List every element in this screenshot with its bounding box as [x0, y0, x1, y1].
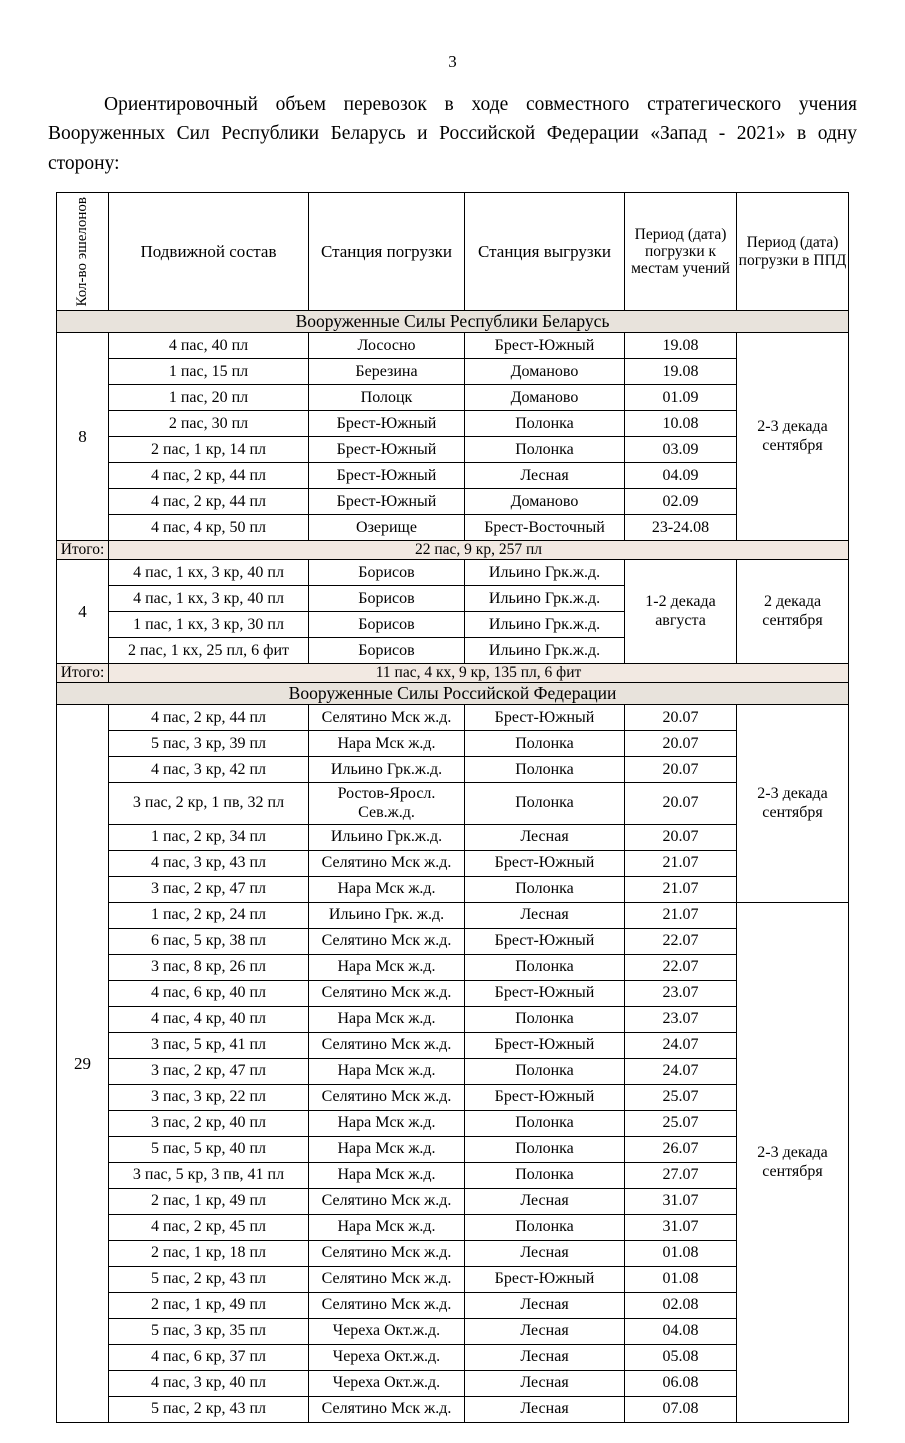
total-value: 11 пас, 4 кх, 9 кр, 135 пл, 6 фит: [109, 664, 849, 683]
loading-station: Нара Мск ж.д.: [309, 1137, 465, 1163]
rolling-stock: 2 пас, 1 кр, 18 пл: [109, 1241, 309, 1267]
loading-date: 21.07: [625, 877, 737, 903]
loading-date: 31.07: [625, 1189, 737, 1215]
rolling-stock: 1 пас, 2 кр, 24 пл: [109, 903, 309, 929]
loading-date: 27.07: [625, 1163, 737, 1189]
loading-date: 05.08: [625, 1345, 737, 1371]
loading-date: 20.07: [625, 705, 737, 731]
loading-date: 25.07: [625, 1085, 737, 1111]
rolling-stock: 2 пас, 1 кр, 49 пл: [109, 1189, 309, 1215]
unloading-station: Полонка: [465, 1007, 625, 1033]
unloading-station: Полонка: [465, 1059, 625, 1085]
table-row: [57, 489, 849, 515]
rolling-stock: 1 пас, 1 кх, 3 кр, 30 пл: [109, 612, 309, 638]
unloading-station: Полонка: [465, 757, 625, 783]
unloading-station: Брест-Южный: [465, 929, 625, 955]
loading-date: 01.08: [625, 1267, 737, 1293]
loading-date: 31.07: [625, 1215, 737, 1241]
unloading-station: Полонка: [465, 955, 625, 981]
unloading-station: Доманово: [465, 489, 625, 515]
page-number: 3: [448, 52, 457, 71]
loading-station: Селятино Мск ж.д.: [309, 1241, 465, 1267]
unloading-station: Брест-Южный: [465, 1085, 625, 1111]
table-row: [57, 1319, 849, 1345]
header-period-exercise: Период (дата) погрузки к местам учений: [625, 192, 737, 311]
rolling-stock: 6 пас, 5 кр, 38 пл: [109, 929, 309, 955]
loading-date: 22.07: [625, 955, 737, 981]
table-row: [57, 560, 849, 586]
loading-station: Борисов: [309, 560, 465, 586]
loading-date: 20.07: [625, 783, 737, 825]
unloading-station: Брест-Южный: [465, 1267, 625, 1293]
loading-date: 10.08: [625, 411, 737, 437]
table-row: [57, 1111, 849, 1137]
unloading-station: Ильино Грк.ж.д.: [465, 612, 625, 638]
rolling-stock: 2 пас, 1 кр, 49 пл: [109, 1293, 309, 1319]
loading-station: Череха Окт.ж.д.: [309, 1319, 465, 1345]
intro-paragraph: Ориентировочный объем перевозок в ходе совместного стратегического учения Вооруженных Сил Республики Беларусь и Российской Федерации «Запад - 2021» в одну сторону:: [48, 94, 857, 174]
echelon-count: 8: [57, 333, 109, 541]
rolling-stock: 3 пас, 3 кр, 22 пл: [109, 1085, 309, 1111]
rolling-stock: 4 пас, 40 пл: [109, 333, 309, 359]
loading-station: Лососно: [309, 333, 465, 359]
loading-station: Ростов-Яросл. Сев.ж.д.: [309, 783, 465, 825]
loading-station: Селятино Мск ж.д.: [309, 705, 465, 731]
table-row: [57, 1137, 849, 1163]
unloading-station: Лесная: [465, 1189, 625, 1215]
unloading-station: Доманово: [465, 359, 625, 385]
loading-station: Нара Мск ж.д.: [309, 1007, 465, 1033]
total-value: 22 пас, 9 кр, 257 пл: [109, 541, 849, 560]
loading-station: Нара Мск ж.д.: [309, 1059, 465, 1085]
loading-date: 24.07: [625, 1033, 737, 1059]
table-row: [57, 463, 849, 489]
rolling-stock: 4 пас, 3 кр, 40 пл: [109, 1371, 309, 1397]
unloading-station: Лесная: [465, 1319, 625, 1345]
unloading-station: Полонка: [465, 877, 625, 903]
table-row: [57, 825, 849, 851]
loading-station: Нара Мск ж.д.: [309, 955, 465, 981]
rolling-stock: 1 пас, 2 кр, 34 пл: [109, 825, 309, 851]
rolling-stock: 4 пас, 1 кх, 3 кр, 40 пл: [109, 560, 309, 586]
table-header-row: [57, 192, 849, 311]
loading-station: Селятино Мск ж.д.: [309, 1085, 465, 1111]
header-unloading-station: Станция выгрузки: [465, 192, 625, 311]
loading-date: 06.08: [625, 1371, 737, 1397]
loading-station: Селятино Мск ж.д.: [309, 981, 465, 1007]
loading-date: 23-24.08: [625, 515, 737, 541]
loading-station: Борисов: [309, 612, 465, 638]
period-exercise: 1-2 декада августа: [625, 560, 737, 664]
table-row: [57, 333, 849, 359]
unloading-station: Полонка: [465, 411, 625, 437]
table-header: [57, 192, 849, 311]
loading-date: 01.09: [625, 385, 737, 411]
rolling-stock: 4 пас, 2 кр, 44 пл: [109, 463, 309, 489]
total-row: [57, 541, 849, 560]
table-row: [57, 411, 849, 437]
transport-volume-table: [56, 192, 849, 1423]
unloading-station: Полонка: [465, 1137, 625, 1163]
loading-station: Селятино Мск ж.д.: [309, 1267, 465, 1293]
rolling-stock: 2 пас, 1 кх, 25 пл, 6 фит: [109, 638, 309, 664]
rolling-stock: 3 пас, 5 кр, 41 пл: [109, 1033, 309, 1059]
loading-station: Ильино Грк.ж.д.: [309, 757, 465, 783]
rolling-stock: 1 пас, 15 пл: [109, 359, 309, 385]
rolling-stock: 5 пас, 3 кр, 39 пл: [109, 731, 309, 757]
rolling-stock: 3 пас, 2 кр, 47 пл: [109, 1059, 309, 1085]
rolling-stock: 4 пас, 6 кр, 37 пл: [109, 1345, 309, 1371]
rolling-stock: 4 пас, 3 кр, 43 пл: [109, 851, 309, 877]
loading-station: Селятино Мск ж.д.: [309, 1293, 465, 1319]
loading-date: 21.07: [625, 851, 737, 877]
rolling-stock: 4 пас, 2 кр, 44 пл: [109, 489, 309, 515]
unloading-station: Лесная: [465, 903, 625, 929]
section-header-row: [57, 683, 849, 705]
loading-station: Нара Мск ж.д.: [309, 731, 465, 757]
unloading-station: Брест-Южный: [465, 1033, 625, 1059]
unloading-station: Брест-Южный: [465, 851, 625, 877]
loading-date: 19.08: [625, 333, 737, 359]
loading-date: 23.07: [625, 981, 737, 1007]
echelon-count: 4: [57, 560, 109, 664]
loading-date: 19.08: [625, 359, 737, 385]
loading-date: 04.08: [625, 1319, 737, 1345]
loading-station: Брест-Южный: [309, 463, 465, 489]
section-header-row: [57, 311, 849, 333]
unloading-station: Брест-Южный: [465, 705, 625, 731]
table-row: [57, 1033, 849, 1059]
table-row: [57, 437, 849, 463]
rolling-stock: 3 пас, 2 кр, 1 пв, 32 пл: [109, 783, 309, 825]
loading-date: 21.07: [625, 903, 737, 929]
table-row: [57, 385, 849, 411]
header-echelons-label: Кол-во эшелонов: [74, 196, 91, 307]
table-row: [57, 515, 849, 541]
table-row: [57, 1397, 849, 1423]
period-ppd: 2 декада сентября: [737, 560, 849, 664]
unloading-station: Лесная: [465, 463, 625, 489]
loading-station: Борисов: [309, 586, 465, 612]
period-ppd: 2-3 декада сентября: [737, 333, 849, 541]
unloading-station: Лесная: [465, 1371, 625, 1397]
rolling-stock: 5 пас, 2 кр, 43 пл: [109, 1397, 309, 1423]
loading-date: 02.08: [625, 1293, 737, 1319]
table-row: [57, 1293, 849, 1319]
loading-station: Череха Окт.ж.д.: [309, 1345, 465, 1371]
table-row: [57, 359, 849, 385]
unloading-station: Ильино Грк.ж.д.: [465, 586, 625, 612]
rolling-stock: 3 пас, 8 кр, 26 пл: [109, 955, 309, 981]
loading-station: Ильино Грк. ж.д.: [309, 903, 465, 929]
rolling-stock: 4 пас, 4 кр, 40 пл: [109, 1007, 309, 1033]
rolling-stock: 3 пас, 2 кр, 47 пл: [109, 877, 309, 903]
loading-date: 03.09: [625, 437, 737, 463]
unloading-station: Лесная: [465, 1293, 625, 1319]
unloading-station: Полонка: [465, 1215, 625, 1241]
total-label: Итого:: [57, 541, 109, 560]
rolling-stock: 3 пас, 5 кр, 3 пв, 41 пл: [109, 1163, 309, 1189]
loading-station: Березина: [309, 359, 465, 385]
loading-date: 26.07: [625, 1137, 737, 1163]
rolling-stock: 5 пас, 3 кр, 35 пл: [109, 1319, 309, 1345]
rolling-stock: 3 пас, 2 кр, 40 пл: [109, 1111, 309, 1137]
loading-station: Нара Мск ж.д.: [309, 1111, 465, 1137]
rolling-stock: 2 пас, 1 кр, 14 пл: [109, 437, 309, 463]
rolling-stock: 2 пас, 30 пл: [109, 411, 309, 437]
total-label: Итого:: [57, 664, 109, 683]
table-row: [57, 903, 849, 929]
loading-date: 01.08: [625, 1241, 737, 1267]
header-period-ppd: Период (дата) погрузки в ППД: [737, 192, 849, 311]
period-ppd: 2-3 декада сентября: [737, 705, 849, 903]
echelon-count: 29: [57, 705, 109, 1423]
loading-station: Селятино Мск ж.д.: [309, 1033, 465, 1059]
table-row: [57, 929, 849, 955]
loading-date: 23.07: [625, 1007, 737, 1033]
unloading-station: Полонка: [465, 437, 625, 463]
table-row: [57, 1085, 849, 1111]
loading-date: 20.07: [625, 731, 737, 757]
rolling-stock: 5 пас, 5 кр, 40 пл: [109, 1137, 309, 1163]
unloading-station: Ильино Грк.ж.д.: [465, 638, 625, 664]
table-row: [57, 851, 849, 877]
table-row: [57, 757, 849, 783]
table-row: [57, 1059, 849, 1085]
loading-station: Нара Мск ж.д.: [309, 1215, 465, 1241]
section-title-belarus: Вооруженные Силы Республики Беларусь: [57, 311, 849, 333]
loading-date: 04.09: [625, 463, 737, 489]
loading-date: 22.07: [625, 929, 737, 955]
unloading-station: Полонка: [465, 731, 625, 757]
header-rolling-stock: Подвижной состав: [109, 192, 309, 311]
rolling-stock: 4 пас, 6 кр, 40 пл: [109, 981, 309, 1007]
loading-station: Полоцк: [309, 385, 465, 411]
loading-station: Борисов: [309, 638, 465, 664]
loading-station: Череха Окт.ж.д.: [309, 1371, 465, 1397]
table-row: [57, 955, 849, 981]
rolling-stock: 4 пас, 2 кр, 45 пл: [109, 1215, 309, 1241]
table-row: [57, 1241, 849, 1267]
unloading-station: Лесная: [465, 1397, 625, 1423]
loading-date: 25.07: [625, 1111, 737, 1137]
rolling-stock: 4 пас, 2 кр, 44 пл: [109, 705, 309, 731]
table-row: [57, 1215, 849, 1241]
loading-station: Брест-Южный: [309, 437, 465, 463]
table-row: [57, 731, 849, 757]
total-row: [57, 664, 849, 683]
table-row: [57, 877, 849, 903]
loading-station: Брест-Южный: [309, 411, 465, 437]
unloading-station: Полонка: [465, 1163, 625, 1189]
unloading-station: Лесная: [465, 1241, 625, 1267]
unloading-station: Полонка: [465, 783, 625, 825]
rolling-stock: 1 пас, 20 пл: [109, 385, 309, 411]
loading-station: Селятино Мск ж.д.: [309, 1189, 465, 1215]
unloading-station: Ильино Грк.ж.д.: [465, 560, 625, 586]
table-row: [57, 1007, 849, 1033]
loading-station: Брест-Южный: [309, 489, 465, 515]
loading-station: Нара Мск ж.д.: [309, 877, 465, 903]
table-row: [57, 981, 849, 1007]
loading-date: 20.07: [625, 757, 737, 783]
header-loading-station: Станция погрузки: [309, 192, 465, 311]
unloading-station: Брест-Южный: [465, 981, 625, 1007]
table-row: [57, 1345, 849, 1371]
loading-station: Нара Мск ж.д.: [309, 1163, 465, 1189]
loading-date: 24.07: [625, 1059, 737, 1085]
table-row: [57, 705, 849, 731]
loading-date: 20.07: [625, 825, 737, 851]
table-row: [57, 783, 849, 825]
period-ppd: 2-3 декада сентября: [737, 903, 849, 1423]
loading-station: Озерище: [309, 515, 465, 541]
loading-station: Ильино Грк.ж.д.: [309, 825, 465, 851]
table-row: [57, 1189, 849, 1215]
section-title-russia: Вооруженные Силы Российской Федерации: [57, 683, 849, 705]
unloading-station: Брест-Южный: [465, 333, 625, 359]
unloading-station: Доманово: [465, 385, 625, 411]
unloading-station: Полонка: [465, 1111, 625, 1137]
loading-date: 02.09: [625, 489, 737, 515]
loading-station: Селятино Мск ж.д.: [309, 851, 465, 877]
unloading-station: Лесная: [465, 1345, 625, 1371]
unloading-station: Брест-Восточный: [465, 515, 625, 541]
unloading-station: Лесная: [465, 825, 625, 851]
rolling-stock: 4 пас, 1 кх, 3 кр, 40 пл: [109, 586, 309, 612]
rolling-stock: 4 пас, 4 кр, 50 пл: [109, 515, 309, 541]
table-body: [57, 311, 849, 1423]
loading-station: Селятино Мск ж.д.: [309, 929, 465, 955]
rolling-stock: 4 пас, 3 кр, 42 пл: [109, 757, 309, 783]
header-echelons: [57, 192, 109, 311]
table-row: [57, 1371, 849, 1397]
rolling-stock: 5 пас, 2 кр, 43 пл: [109, 1267, 309, 1293]
loading-date: 07.08: [625, 1397, 737, 1423]
loading-station: Селятино Мск ж.д.: [309, 1397, 465, 1423]
table-row: [57, 1163, 849, 1189]
